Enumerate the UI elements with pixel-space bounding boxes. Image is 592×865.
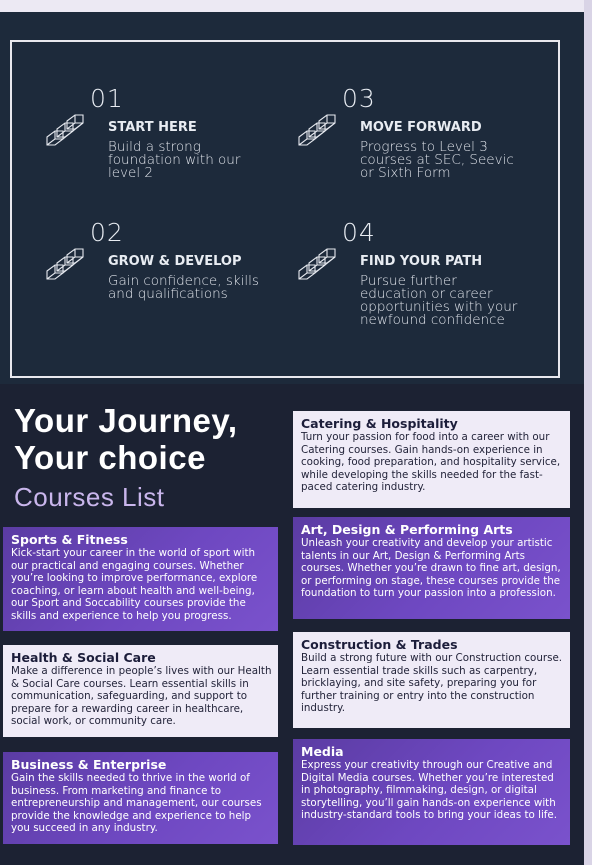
step-number: 03 [342,84,376,113]
step-description: Build a strong foundation with our level 2 [108,139,241,181]
course-title: Art, Design & Performing Arts [301,522,513,537]
page-right-edge [584,0,592,865]
course-description: Express your creativity through our Creative and Digital Media courses. Whether you’re interested in photography, filmmaking, design, or digital storytelling, you’ll gain hands-on experience with industry-standard tools to bring your ideas to life. [301,759,558,822]
step-number: 02 [90,218,124,247]
step-title: MOVE FORWARD [360,120,482,135]
course-description: Kick-start your career in the world of sport with our practical and engaging courses. Whether you’re looking to improve performance, explore coaching, or learn about health and well-being, our Sport and Soccability courses provide the skills and experience to help you progress. [11,547,258,622]
course-card-construction [293,632,570,728]
course-description: Make a difference in people’s lives with our Health & Social Care courses. Learn essential skills in communication, safeguarding, and support to prepare for a rewarding career in healthcare, social work, or community care. [11,665,272,728]
course-title: Catering & Hospitality [301,416,458,431]
step-01 [90,84,241,181]
journey-panel [0,12,584,384]
step-number: 04 [342,218,376,247]
step-title: GROW & DEVELOP [108,254,242,269]
stairs-icon [297,113,345,151]
journey-frame [10,40,560,378]
step-title: START HERE [108,120,197,135]
courses-list-subtitle: Courses List [14,482,165,512]
stairs-icon [297,247,345,285]
course-title: Construction & Trades [301,637,458,652]
step-description: Gain confidence, skills and qualifications [108,273,259,302]
course-title: Business & Enterprise [11,757,167,772]
stairs-icon [45,247,93,285]
course-card-catering [293,411,570,508]
course-title: Sports & Fitness [11,532,128,547]
heading-line-2: Your choice [14,439,206,476]
heading-line-1: Your Journey, [14,402,238,439]
course-description: Build a strong future with our Construction course. Learn essential trade skills such as carpentry, bricklaying, and site safety, preparing you for further training or entry into the construction industry. [301,652,563,715]
step-description: Pursue further education or career opportunities with your newfound confidence [360,273,518,328]
course-card-sports [3,527,278,631]
course-title: Health & Social Care [11,650,156,665]
course-card-health [3,645,278,737]
step-02 [90,218,259,302]
step-04 [342,218,518,328]
courses-heading [14,402,237,513]
course-card-art-design [293,517,570,619]
course-description: Gain the skills needed to thrive in the world of business. From marketing and finance to entrepreneurship and management, our courses provide the knowledge and experience to help you succeed in any industry. [11,772,262,835]
step-description: Progress to Level 3 courses at SEC, Seevic or Sixth Form [360,139,514,181]
step-03 [342,84,514,181]
stairs-icon [45,113,93,151]
course-card-media [293,739,570,845]
course-description: Unleash your creativity and develop your artistic talents in our Art, Design & Performing Arts courses. Whether you’re drawn to fine art, design, or performing on stage, these courses provide the foundation to turn your passion into a profession. [301,537,561,600]
course-description: Turn your passion for food into a career with our Catering courses. Gain hands-on experience in cooking, food preparation, and hospitality service, while developing the skills needed for the fast-paced catering industry. [301,431,561,494]
step-number: 01 [90,84,124,113]
course-title: Media [301,744,344,759]
step-title: FIND YOUR PATH [360,254,483,269]
page-top-edge [0,0,592,12]
course-card-business [3,752,278,844]
